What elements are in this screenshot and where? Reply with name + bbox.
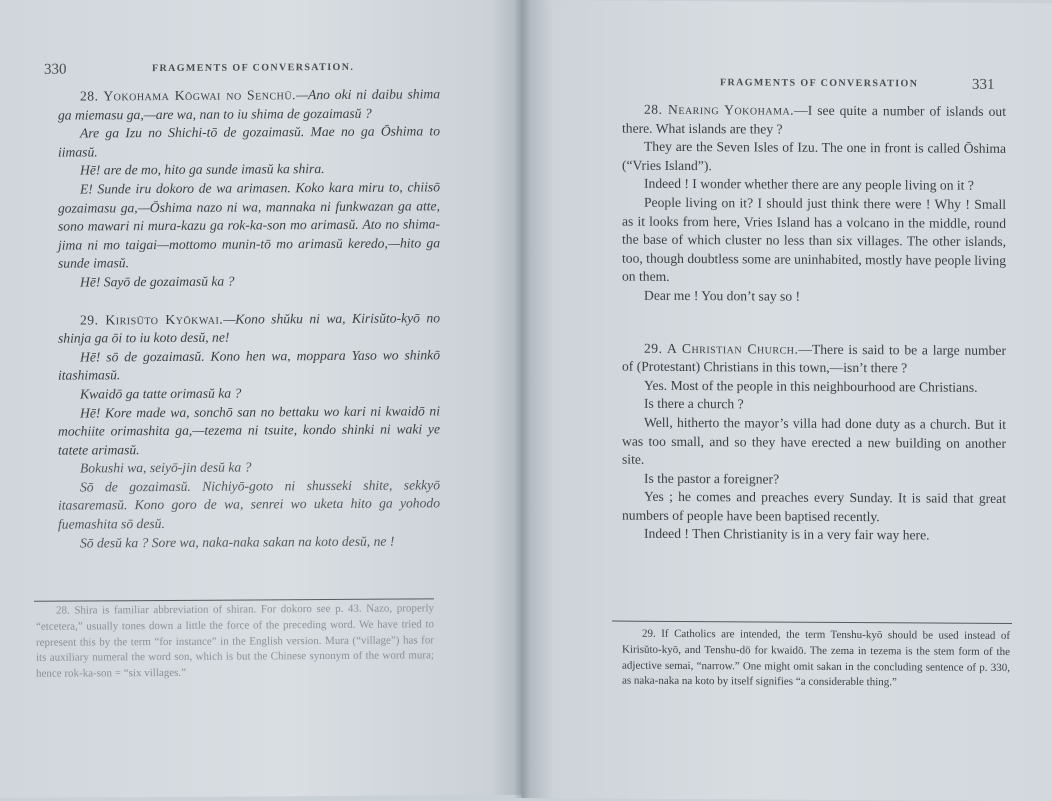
left-sec29-line-5: Bokushi wa, seiyō-jin desŭ ka ? <box>80 459 252 476</box>
left-sec28-heading: 28. Yokohama Kōgwai no Senchū. <box>80 87 296 104</box>
right-sec28-line-5: Dear me ! You don’t say so ! <box>644 287 801 304</box>
right-sec28-heading: 28. Nearing Yokohama. <box>644 101 795 118</box>
left-page <box>0 0 522 798</box>
footnote-right-text: 29. If Catholics are intended, the term Tenshu-kyō should be used instead of Kirisŭto-kyō, and Tenshu-dō for kwaidō. The zema in tezema is the stem form of the adjective semai, “narrow.” One might omit sakan in the concluding sentence of p. 330, as naka-naka na koto by itself signifies “a considerable thing.” <box>622 627 1010 689</box>
left-sec29-line-4: Hē! Kore made wa, sonchō san no bettaku wo kari ni kwaidō ni mochiite orimashita ga,—tezema ni tsuite, kondo shinki ni waki ye tatete arimasŭ. <box>58 402 440 458</box>
running-head-left: FRAGMENTS OF CONVERSATION. <box>152 61 355 75</box>
left-sec28-line-3: Hē! are de mo, hito ga sunde imasŭ ka shira. <box>80 161 325 178</box>
right-sec29-line-5: Is the pastor a foreigner? <box>644 470 780 487</box>
left-sec29-line-2: Hē! sō de gozaimasŭ. Kono hen wa, moppara Yaso wo shinkō itashimasŭ. <box>58 347 440 383</box>
right-sec29-heading: 29. A Christian Church. <box>644 340 799 357</box>
left-sec29-line-7: Sō desŭ ka ? Sore wa, naka-naka sakan na koto desŭ, ne ! <box>80 533 395 551</box>
right-sec29-line-4: Well, hitherto the mayor’s villa had done duty as a church. But it was too small, and so they have erected a new building on another site. <box>622 414 1006 467</box>
footnote-left-text: 28. Shira is familiar abbreviation of shiran. For dokoro see p. 43. Nazo, properly “etcetera,” usually tones down a little the force of the preceding word. We have tried to represent this by the term “for instance” in the English version. Mura (“village”) has for its auxiliary numeral the word son, which is but the Chinese synonym of the word mura; hence rok-ka-son = “six villages.” <box>36 602 434 680</box>
footnote-rule-right <box>612 621 1012 624</box>
book-gutter <box>514 0 530 798</box>
left-sec28-line-4: E! Sunde iru dokoro de wa arimasen. Koko kara miru to, chiisō gozaimasu ga,—Ōshima nazo ni wa, mannaka ni funkwazan ga atte, sono mawari ni mura-kazu ga rok-ka-son mo arimasŭ. Ato no shima-jima ni mo taigai—mottomo munin-tō mo arimasŭ keredo,—hito ga sunde imasŭ. <box>58 179 440 271</box>
right-sec28-line-4: People living on it? I should just think there were ! Why ! Small as it looks from here, Vries Island has a volcano in the middle, round the base of which cluster no less than six villages. The other islands, too, though doubtless some are uninhabited, mostly have people living on them. <box>622 194 1006 285</box>
right-conversation <box>622 101 1006 546</box>
left-sec28-line-2: Are ga Izu no Shichi-tō de gozaimasŭ. Mae no ga Ōshima to iimasŭ. <box>58 123 440 160</box>
left-sec28-line-5: Hē! Sayō de gozaimasŭ ka ? <box>80 273 235 290</box>
left-sec29-line-1: 29. Kirisūto Kyōkwai.—Kono shŭku ni wa, Kirisŭto-kyō no shinja ga ōi to iu koto desŭ, ne! <box>58 309 440 346</box>
right-sec29-line-3: Is there a church ? <box>644 396 744 412</box>
right-page <box>522 0 1052 801</box>
right-sec29-line-6: Yes ; he comes and preaches every Sunday. It is said that great numbers of people have been baptised recently. <box>622 489 1006 525</box>
page-number-right: 331 <box>972 76 995 93</box>
left-conversation <box>58 85 440 553</box>
right-sec28-line-3: Indeed ! I wonder whether there are any people living on it ? <box>644 176 974 194</box>
footnote-left <box>36 601 434 682</box>
left-sec28-line-1: 28. Yokohama Kōgwai no Senchū.—Ano oki ni daibu shima ga miemasu ga,—are wa, nan to iu shima de gozaimasŭ ? <box>58 86 440 123</box>
left-sec29-line-3: Kwaidō ga tatte orimasŭ ka ? <box>80 385 242 402</box>
footnote-right <box>622 627 1010 693</box>
right-sec28-line-2: They are the Seven Isles of Izu. The one in front is called Ōshima (“Vries Island”). <box>622 138 1006 173</box>
left-sec29-line-6: Sō de gozaimasŭ. Nichiyō-goto ni shusseki shite, sekkyō itasaremasŭ. Kono goro de wa, senrei wo uketa hito ga yohodo fuemashita sō desŭ. <box>58 477 440 532</box>
right-sec29-line-2: Yes. Most of the people in this neighbourhood are Christians. <box>644 377 978 395</box>
right-sec29-line-7: Indeed ! Then Christianity is in a very fair way here. <box>644 526 930 543</box>
right-sec29-line-1: 29. A Christian Church.—There is said to be a large number of (Protestant) Christians in this town,—isn’t there ? <box>622 340 1006 376</box>
page-number-left: 330 <box>44 61 67 78</box>
running-head-right: FRAGMENTS OF CONVERSATION <box>720 77 919 90</box>
right-sec28-line-1: 28. Nearing Yokohama.—I see quite a number of islands out there. What islands are they ? <box>622 101 1007 137</box>
left-sec29-heading: 29. Kirisūto Kyōkwai. <box>80 311 224 328</box>
